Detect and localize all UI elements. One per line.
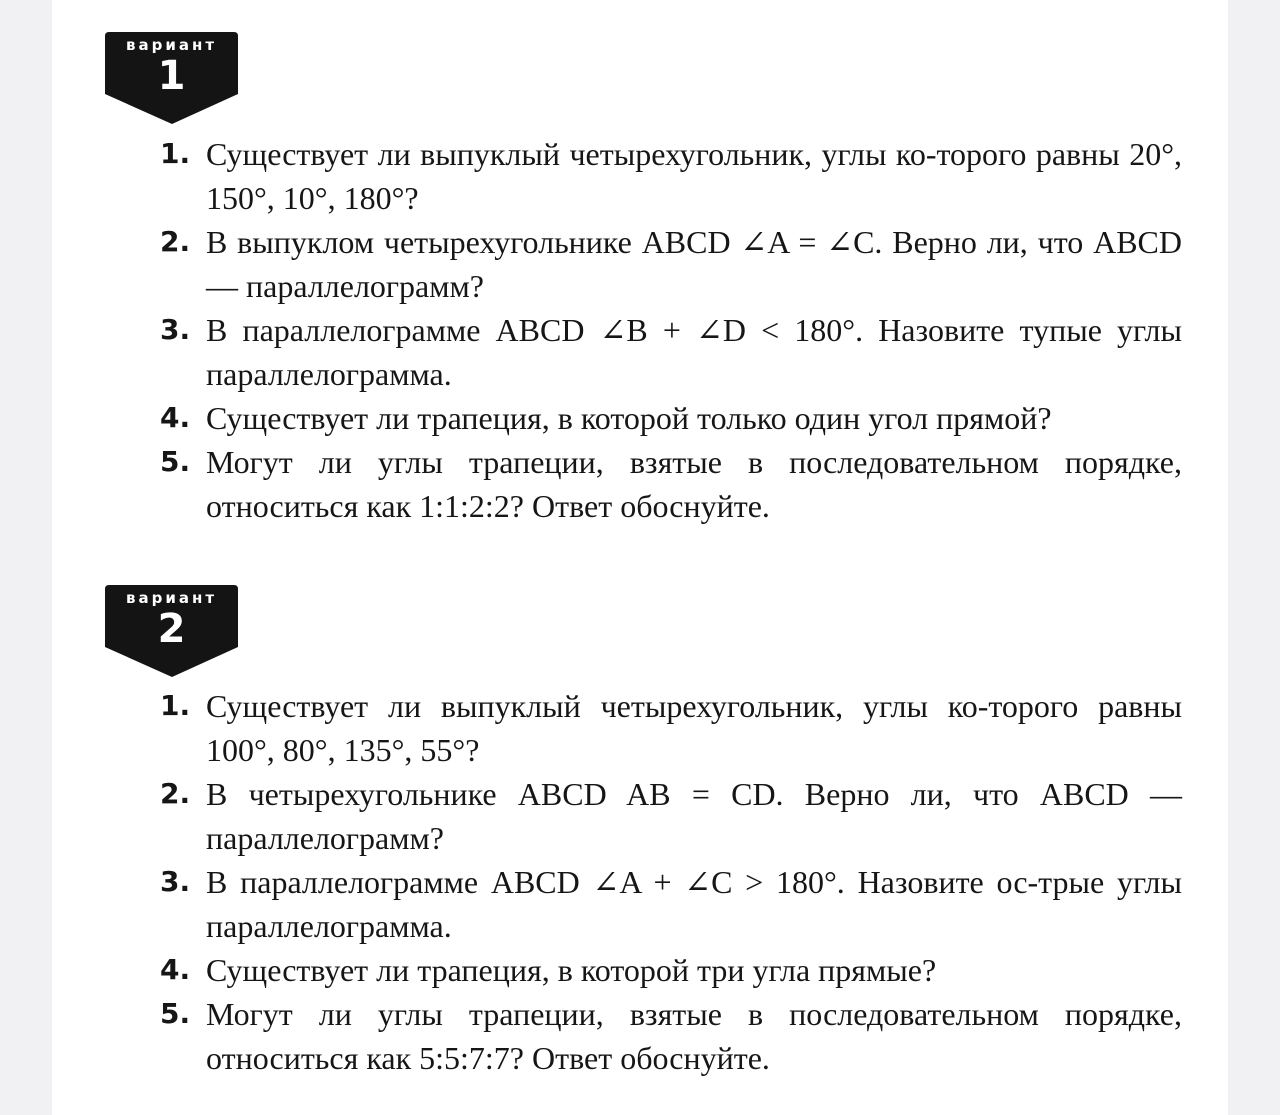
variant-1-badge (102, 32, 241, 126)
task-number: 2. (160, 777, 191, 810)
task-text: В четырехугольнике ABCD AB = CD. Верно ли, что ABCD — параллелограмм? (206, 776, 1182, 856)
task-text: Существует ли выпуклый четырехугольник, углы ко-торого равны 20°, 150°, 10°, 180°? (206, 136, 1182, 216)
task-item (160, 308, 1182, 396)
task-item (160, 860, 1182, 948)
task-item (160, 440, 1182, 528)
task-number: 3. (160, 865, 191, 898)
task-number: 1. (160, 689, 191, 722)
document-page (52, 0, 1228, 1115)
task-text: В параллелограмме ABCD ∠A + ∠C > 180°. Назовите ос-трые углы параллелограмма. (206, 864, 1182, 944)
task-item (160, 948, 1182, 992)
variant-1-number: 1 (157, 53, 186, 99)
variant-2-label: вариант (125, 589, 218, 607)
task-text: В параллелограмме ABCD ∠B + ∠D < 180°. Назовите тупые углы параллелограмма. (206, 312, 1182, 392)
task-text: Существует ли трапеция, в которой только один угол прямой? (206, 400, 1052, 436)
variant-2-number: 2 (157, 606, 186, 652)
task-item (160, 772, 1182, 860)
task-number: 5. (160, 997, 191, 1030)
task-text: Могут ли углы трапеции, взятые в последовательном порядке, относиться как 5:5:7:7? Ответ обоснуйте. (206, 996, 1182, 1076)
task-text: Существует ли трапеция, в которой три угла прямые? (206, 952, 937, 988)
task-number: 1. (160, 137, 191, 170)
task-item (160, 220, 1182, 308)
task-item (160, 396, 1182, 440)
task-number: 4. (160, 401, 191, 434)
variant-2-task-list (160, 684, 1182, 1080)
task-number: 3. (160, 313, 191, 346)
task-number: 4. (160, 953, 191, 986)
task-item (160, 992, 1182, 1080)
variant-1-task-list (160, 132, 1182, 528)
task-item (160, 132, 1182, 220)
variant-2-badge (102, 585, 241, 679)
task-number: 2. (160, 225, 191, 258)
task-text: В выпуклом четырехугольнике ABCD ∠A = ∠C. Верно ли, что ABCD — параллелограмм? (206, 224, 1182, 304)
variant-1-label: вариант (125, 36, 218, 54)
task-text: Существует ли выпуклый четырехугольник, углы ко-торого равны 100°, 80°, 135°, 55°? (206, 688, 1182, 768)
task-item (160, 684, 1182, 772)
task-number: 5. (160, 445, 191, 478)
task-text: Могут ли углы трапеции, взятые в последовательном порядке, относиться как 1:1:2:2? Ответ обоснуйте. (206, 444, 1182, 524)
